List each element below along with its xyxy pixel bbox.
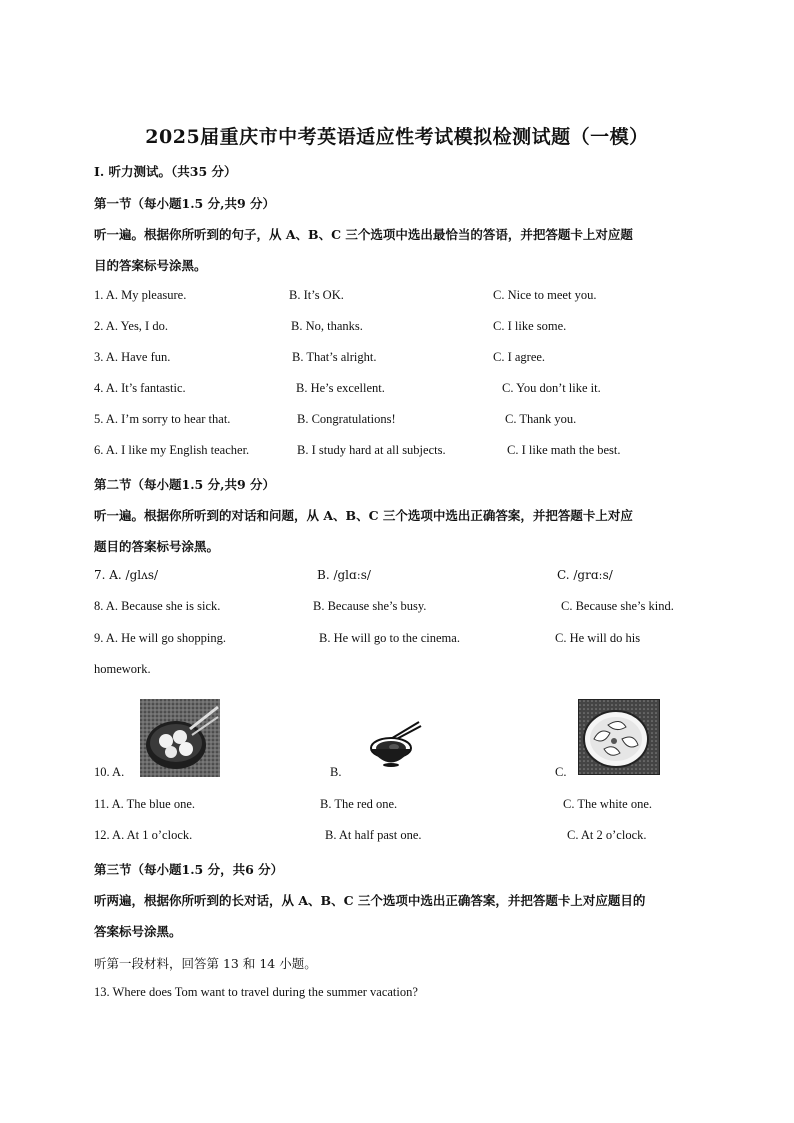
q12-option-c: C. At 2 o’clock.	[567, 828, 647, 842]
part1-heading: 第一节（每小题1.5 分,共9 分）	[94, 196, 276, 211]
q1-option-b: B. It’s OK.	[289, 288, 344, 302]
q4-option-a: 4. A. It’s fantastic.	[94, 381, 186, 395]
part2-instruction-line1: 听一遍。根据你所听到的对话和问题，从 A、B、C 三个选项中选出正确答案，并把答题卡上对应	[94, 508, 633, 523]
q5-option-c: C. Thank you.	[505, 412, 577, 426]
section-listening-heading: I. 听力测试。（共35 分）	[94, 164, 237, 179]
q12-option-b: B. At half past one.	[325, 828, 422, 842]
dumplings-plate-image	[578, 699, 660, 779]
q3-option-b: B. That’s alright.	[292, 350, 377, 364]
q4-option-c: C. You don’t like it.	[502, 381, 601, 395]
q9-option-b: B. He will go to the cinema.	[319, 631, 460, 645]
q6-option-b: B. I study hard at all subjects.	[297, 443, 446, 457]
q6-option-c: C. I like math the best.	[507, 443, 621, 457]
part3-instruction-line2: 答案标号涂黑。	[94, 924, 182, 939]
q3-option-c: C. I agree.	[493, 350, 546, 364]
tangyuan-bowl-image	[140, 699, 220, 781]
q9-option-c-continued: homework.	[94, 662, 151, 676]
part1-instruction-line1: 听一遍。根据你所听到的句子，从 A、B、C 三个选项中选出最恰当的答语，并把答题卡上对应题	[94, 227, 633, 242]
part2-instruction-line2: 题目的答案标号涂黑。	[94, 539, 220, 554]
q5-option-a: 5. A. I’m sorry to hear that.	[94, 412, 231, 426]
q8-option-c: C. Because she’s kind.	[561, 599, 674, 613]
q7-option-c: C. /grɑːs/	[557, 568, 613, 582]
q13-question: 13. Where does Tom want to travel during the summer vacation?	[94, 985, 418, 999]
q4-option-b: B. He’s excellent.	[296, 381, 385, 395]
q2-option-c: C. I like some.	[493, 319, 567, 333]
part1-instruction-line2: 目的答案标号涂黑。	[94, 258, 207, 273]
q11-option-b: B. The red one.	[320, 797, 398, 811]
q2-option-b: B. No, thanks.	[291, 319, 363, 333]
q10-option-b: B.	[330, 765, 342, 779]
part3-heading: 第三节（每小题1.5 分，共6 分）	[94, 862, 284, 877]
q11-option-c: C. The white one.	[563, 797, 652, 811]
q11-option-a: 11. A. The blue one.	[94, 797, 196, 811]
q10-option-c: C.	[555, 765, 567, 779]
q9-option-a: 9. A. He will go shopping.	[94, 631, 226, 645]
q5-option-b: B. Congratulations!	[297, 412, 396, 426]
q9-option-c: C. He will do his	[555, 631, 641, 645]
q1-option-a: 1. A. My pleasure.	[94, 288, 187, 302]
q7-option-a: 7. A. /glʌs/	[94, 568, 159, 582]
part2-heading: 第二节（每小题1.5 分,共9 分）	[94, 477, 276, 492]
part3-material-note: 听第一段材料，回答第 13 和 14 小题。	[94, 956, 317, 971]
q12-option-a: 12. A. At 1 o’clock.	[94, 828, 193, 842]
q8-option-b: B. Because she’s busy.	[313, 599, 427, 613]
q1-option-c: C. Nice to meet you.	[493, 288, 597, 302]
q10-option-a: 10. A.	[94, 765, 125, 779]
q8-option-a: 8. A. Because she is sick.	[94, 599, 221, 613]
q3-option-a: 3. A. Have fun.	[94, 350, 171, 364]
noodle-bowl-chopsticks-image	[367, 718, 423, 774]
q2-option-a: 2. A. Yes, I do.	[94, 319, 168, 333]
page-title: 2025届重庆市中考英语适应性考试模拟检测试题（一模）	[145, 126, 649, 148]
q7-option-b: B. /glɑːs/	[317, 568, 371, 582]
part3-instruction-line1: 听两遍，根据你所听到的长对话，从 A、B、C 三个选项中选出正确答案，并把答题卡上对应题目的	[94, 893, 646, 908]
q6-option-a: 6. A. I like my English teacher.	[94, 443, 250, 457]
